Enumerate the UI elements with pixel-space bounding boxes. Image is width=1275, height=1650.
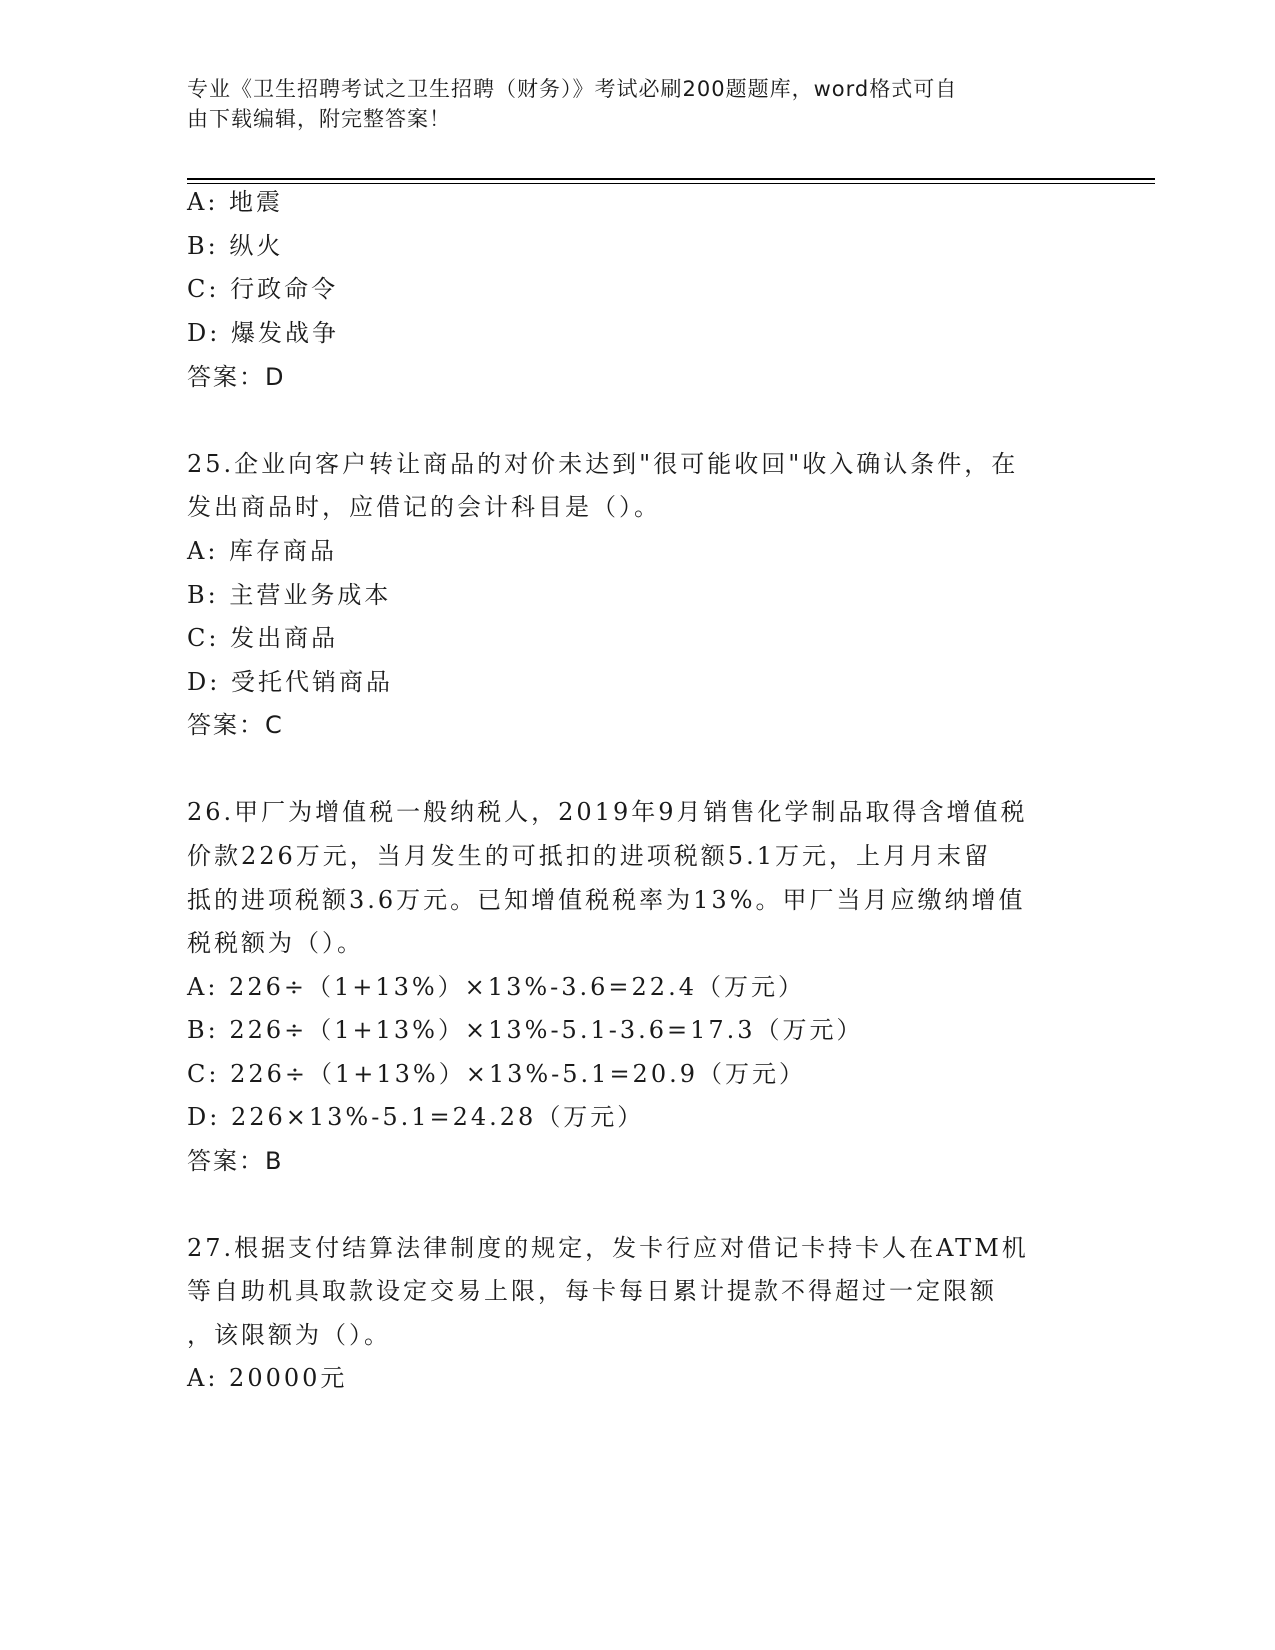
q26-option-b: B: 226÷（1+13%）×13%-5.1-3.6=17.3（万元）: [187, 1016, 864, 1044]
header-line-1: 专业《卫生招聘考试之卫生招聘（财务）》考试必刷200题题库，word格式可自: [187, 77, 958, 101]
q25-option-d: D: 受托代销商品: [187, 668, 393, 696]
q25-option-c: C: 发出商品: [187, 624, 339, 652]
q27-stem-line-1: 27.根据支付结算法律制度的规定，发卡行应对借记卡持卡人在ATM机: [187, 1234, 1029, 1262]
q27-option-a: A: 20000元: [187, 1364, 348, 1392]
q26-stem-line-1: 26.甲厂为增值税一般纳税人，2019年9月销售化学制品取得含增值税: [187, 798, 1028, 826]
page-header: [187, 74, 1087, 134]
q26-stem-line-2: 价款226万元，当月发生的可抵扣的进项税额5.1万元，上月月末留: [187, 842, 991, 870]
q24-option-a: A: 地震: [187, 188, 284, 216]
q24-option-b: B: 纵火: [187, 232, 284, 260]
q26-option-a: A: 226÷（1+13%）×13%-3.6=22.4（万元）: [187, 973, 805, 1001]
q25-answer: 答案：C: [187, 711, 284, 739]
q25-stem-line-1: 25.企业向客户转让商品的对价未达到"很可能收回"收入确认条件，在: [187, 450, 1019, 478]
q26-stem-line-4: 税税额为（）。: [187, 929, 364, 957]
header-divider: [187, 178, 1155, 180]
q27-stem-line-3: ，该限额为（）。: [187, 1321, 391, 1349]
header-line-2: 由下载编辑，附完整答案！: [187, 107, 451, 131]
q24-option-c: C: 行政命令: [187, 275, 339, 303]
q24-answer: 答案：D: [187, 363, 286, 391]
q24-option-d: D: 爆发战争: [187, 319, 339, 347]
q26-option-c: C: 226÷（1+13%）×13%-5.1=20.9（万元）: [187, 1060, 806, 1088]
q26-answer: 答案：B: [187, 1147, 284, 1175]
q25-option-a: A: 库存商品: [187, 537, 338, 565]
q25-stem-line-2: 发出商品时，应借记的会计科目是（）。: [187, 493, 661, 521]
q25-option-b: B: 主营业务成本: [187, 581, 392, 609]
header-divider-thin: [187, 183, 1155, 184]
q26-option-d: D: 226×13%-5.1=24.28（万元）: [187, 1103, 645, 1131]
q27-stem-line-2: 等自助机具取款设定交易上限，每卡每日累计提款不得超过一定限额: [187, 1277, 997, 1305]
q26-stem-line-3: 抵的进项税额3.6万元。已知增值税税率为13%。甲厂当月应缴纳增值: [187, 886, 1026, 914]
